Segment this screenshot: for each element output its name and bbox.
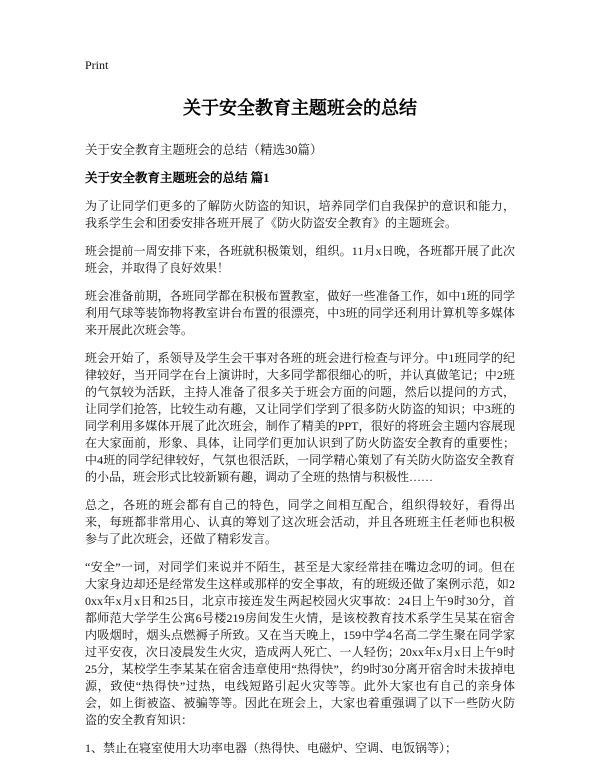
paragraph-rule-1: 1、禁止在寝室使用大功率电器（热得快、电磁炉、空调、电饭锅等）； bbox=[85, 741, 458, 755]
doc-subtitle: 关于安全教育主题班会的总结（精选30篇） bbox=[85, 143, 323, 157]
paragraph-preparation: 班会准备前期，各班同学都在积极布置教室，做好一些准备工作，如中1班的同学利用气球等装饰物将教室讲台布置的很漂亮，中3班的同学还利用计算机等多媒体来开展此次班会等。 bbox=[85, 289, 515, 337]
paragraph-safety-cases: “安全”一词，对同学们来说并不陌生，甚至是大家经常挂在嘴边念叨的词。但在大家身边却还是经常发生这样或那样的安全事故，有的班级还做了案例示范，如20xx年x月x日和25日，北京市接连发生两起校园火灾事故：24日上午9时30分，首都师范大学学生公寓6号楼219房间发生火情，是该校教育技术系学生吴某在宿舍内吸烟时，烟头点燃褥子所致。又在当天晚上，159中学4名高二学生聚在同学家过平安夜，次日凌晨发生火灾，造成两人死亡、一人轻伤；20xx年x月x日上午9时25分，某校学生李某某在宿舍违章使用“热得快”，约9时30分离开宿舍时未拔掉电源，致使“热得快”过热，电线短路引起火灾等等。此外大家也有自己的亲身体会，如上街被盗、被骗等等。因此在班会上，大家也着重强调了以下一些防火防盗的安全教育知识： bbox=[85, 560, 515, 727]
paragraph-summary: 总之，各班的班会都有自己的特色，同学之间相互配合，组织得较好，看得出来，每班都非常用心、认真的筹划了这次班会活动，并且各班班主任老师也积极参与了此次班会，还做了精彩发言。 bbox=[85, 498, 515, 546]
section-heading: 关于安全教育主题班会的总结 篇1 bbox=[85, 171, 270, 185]
paragraph-meeting-details: 班会开始了，系领导及学生会干事对各班的班会进行检查与评分。中1班同学的纪律较好，当开同学在台上演讲时，大多同学都很细心的听，并认真做笔记；中2班的气氛较为活跃，主持人准备了很多关于班会方面的问题，然后以提问的方式，让同学们抢答，比较生动有趣，又让同学们学到了很多防火防盗的知识；中3班的同学利用多媒体开展了此次班会，制作了精美的PPT，很好的将班会主题内容展现在大家面前，形象、具体，让同学们更加认识到了防火防盗安全教育的重要性；中4班的同学纪律较好，气氛也很活跃，一同学精心策划了有关防火防盗安全教育的小品，班会形式比较新颖有趣，调动了全班的热情与积极性…… bbox=[85, 351, 515, 484]
print-label: Print bbox=[85, 58, 109, 72]
paragraph-intro: 为了让同学们更多的了解防火防盗的知识，培养同学们自我保护的意识和能力，我系学生会和团委安排各班开展了《防火防盗安全教育》的主题班会。 bbox=[85, 199, 515, 230]
paragraph-schedule: 班会提前一周安排下来，各班就积极策划，组织。11月x日晚，各班都开展了此次班会，并取得了良好效果！ bbox=[85, 244, 515, 275]
page-title: 关于安全教育主题班会的总结 bbox=[183, 98, 417, 118]
